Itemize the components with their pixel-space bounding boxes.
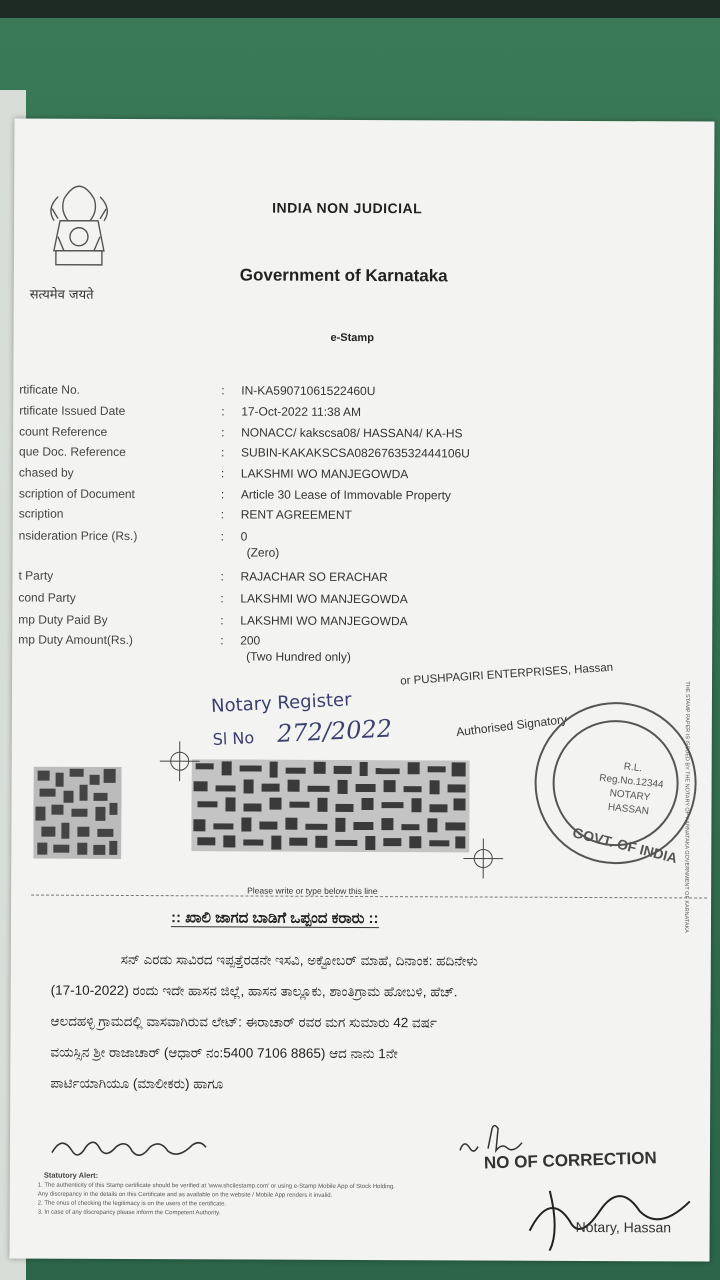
field-label: rtificate Issued Date — [19, 403, 126, 418]
field-row — [13, 382, 713, 405]
field-colon: : — [221, 445, 225, 460]
side-text: THE STAMP PAPER IS ISSUED BY THE NOTARY OF KARNATAKA GOVERNMENT OF KARNATAKA — [682, 681, 691, 933]
field-value: LAKSHMI WO MANJEGOWDA — [240, 591, 408, 607]
field-label: mp Duty Amount(Rs.) — [18, 632, 133, 647]
statutory-alert-line: Any discrepancy in the details on this Certificate and as available on the website / Mobile App renders it invalid. — [37, 1191, 333, 1199]
field-value: RENT AGREEMENT — [240, 507, 352, 522]
estamp-paper — [10, 118, 715, 1261]
notary-register-label: Notary Register — [210, 689, 352, 718]
field-row — [12, 568, 712, 591]
field-colon: : — [220, 487, 225, 502]
field-value: 200 — [240, 633, 261, 648]
field-label: scription of Document — [18, 486, 135, 502]
write-below-notice: Please write or type below this line — [247, 885, 378, 897]
field-row — [12, 590, 712, 613]
field-subvalue: (Zero) — [246, 545, 280, 560]
notary-serial-label: Sl No — [212, 728, 255, 750]
notary-serial — [212, 714, 393, 751]
field-subvalue: (Two Hundred only) — [246, 649, 351, 664]
field-colon: : — [220, 507, 225, 522]
field-value: Article 30 Lease of Immovable Property — [240, 487, 451, 503]
issuer-firm: or PUSHPAGIRI ENTERPRISES, Hassan — [399, 661, 614, 688]
field-colon: : — [220, 529, 225, 544]
field-label: count Reference — [19, 424, 108, 439]
field-colon: : — [220, 591, 224, 606]
field-colon: : — [221, 425, 225, 440]
field-label: chased by — [18, 465, 74, 480]
field-row — [13, 506, 713, 529]
seal-text — [583, 756, 679, 821]
registration-mark-icon — [160, 741, 200, 781]
no-of-correction: NO OF CORRECTION — [483, 1148, 658, 1173]
seal-line: HASSAN — [607, 801, 650, 818]
notary-hassan-label: Notary, Hassan — [575, 1218, 672, 1236]
field-row — [13, 403, 713, 426]
field-colon: : — [221, 404, 225, 419]
certificate-fields — [13, 382, 713, 664]
statutory-alert-line: 3. In case of any discrepancy please inform the Competent Authority. — [37, 1209, 221, 1217]
field-value: SUBIN-KAKAKSCSA0826763532444106U — [241, 445, 470, 461]
field-value: IN-KA59071061522460U — [241, 383, 376, 399]
field-row — [13, 444, 713, 467]
header-government: Government of Karnataka — [239, 265, 448, 286]
vertical-side-text — [678, 681, 692, 1221]
notary-serial-number: 272/2022 — [276, 714, 393, 748]
field-value: 17-Oct-2022 11:38 AM — [241, 404, 362, 419]
notary-register-stamp — [211, 687, 393, 751]
divider-line — [31, 895, 707, 899]
field-colon: : — [220, 633, 224, 648]
seal-line: R.L. — [623, 761, 643, 775]
seal-line: Reg.No.12344 — [598, 772, 665, 791]
emblem-motto: सत्यमेव जयते — [29, 287, 94, 303]
seal-line: NOTARY — [609, 787, 651, 804]
field-label: rtificate No. — [19, 382, 81, 397]
field-colon: : — [220, 613, 224, 628]
field-label: t Party — [18, 568, 54, 583]
field-label: scription — [18, 506, 64, 521]
agreement-title — [171, 909, 379, 927]
agreement-line: ಆಲದಹಳ್ಳಿ ಗ್ರಾಮದಲ್ಲಿ ವಾಸವಾಗಿರುವ ಲೇಟ್: ಈರಾಚಾರ್ ರವರ ಮಗ ಸುಮಾರು 42 ವರ್ಷ — [50, 1013, 437, 1031]
agreement-line: ಸನ್ ಎರಡು ಸಾವಿರದ ಇಪ್ಪತ್ತೆರಡನೇ ಇಸವಿ, ಅಕ್ಟೋಬರ್ ಮಾಹೆ, ದಿನಾಂಕ: ಹದಿನೇಳು — [120, 951, 478, 969]
agreement-line: (17-10-2022) ರಂದು ಇದೇ ಹಾಸನ ಜಿಲ್ಲೆ, ಹಾಸನ ತಾಲ್ಲೂಕು, ಶಾಂತಿಗ್ರಾಮ ಹೋಬಳಿ, ಹೆಚ್. — [50, 982, 458, 1000]
statutory-alert-title: Statutory Alert: — [43, 1170, 99, 1180]
agreement-line: ವಯಸ್ಸಿನ ಶ್ರೀ ರಾಜಾಚಾರ್ (ಆಧಾರ್ ನಂ:5400 7106 8865) ಆದ ನಾನು 1ನೇ — [50, 1044, 398, 1062]
field-value: LAKSHMI WO MANJEGOWDA — [240, 466, 409, 482]
field-value: 0 — [240, 529, 248, 544]
field-row — [13, 465, 713, 488]
field-value: NONACC/ kakscsa08/ HASSAN4/ KA-HS — [241, 425, 463, 441]
field-value: RAJACHAR SO ERACHAR — [240, 569, 388, 585]
barcode-pattern — [191, 759, 469, 852]
statutory-alert-line: 2. The onus of checking the legitimacy is on the users of the certificate. — [37, 1200, 227, 1208]
field-colon: : — [220, 569, 224, 584]
field-label: mp Duty Paid By — [18, 612, 108, 627]
field-colon: : — [220, 466, 225, 481]
authorised-signatory: Authorised Signatory — [455, 712, 568, 740]
agreement-title-text: :: ಖಾಲಿ ಜಾಗದ ಬಾಡಿಗೆ ಒಪ್ಪಂದ ಕರಾರು :: — [170, 909, 379, 928]
seal-bottom-text: GOVT. OF INDIA — [571, 824, 679, 867]
registration-mark-icon — [463, 838, 503, 878]
field-label: nsideration Price (Rs.) — [18, 528, 138, 544]
field-value: LAKSHMI WO MANJEGOWDA — [240, 613, 408, 629]
field-label: cond Party — [18, 590, 76, 605]
statutory-alert-line: 1. The authenticity of this Stamp certificate should be verified at 'www.shcilestamp.com' or using e-Stamp Mobile App of Stock Holding. — [37, 1182, 395, 1191]
field-label: que Doc. Reference — [19, 444, 126, 459]
header-estamp: e-Stamp — [330, 331, 374, 345]
header-india-non-judicial: INDIA NON JUDICIAL — [272, 199, 423, 217]
field-colon: : — [221, 383, 225, 398]
signature-first-party — [48, 1129, 218, 1174]
agreement-line: ಪಾರ್ಟಿಯಾಗಿಯೂ (ಮಾಲೀಕರು) ಹಾಗೂ — [50, 1075, 224, 1092]
qr-code-small — [33, 767, 121, 859]
field-row — [13, 528, 713, 567]
agreement-body — [50, 944, 661, 1102]
background-dark-band — [0, 0, 720, 18]
